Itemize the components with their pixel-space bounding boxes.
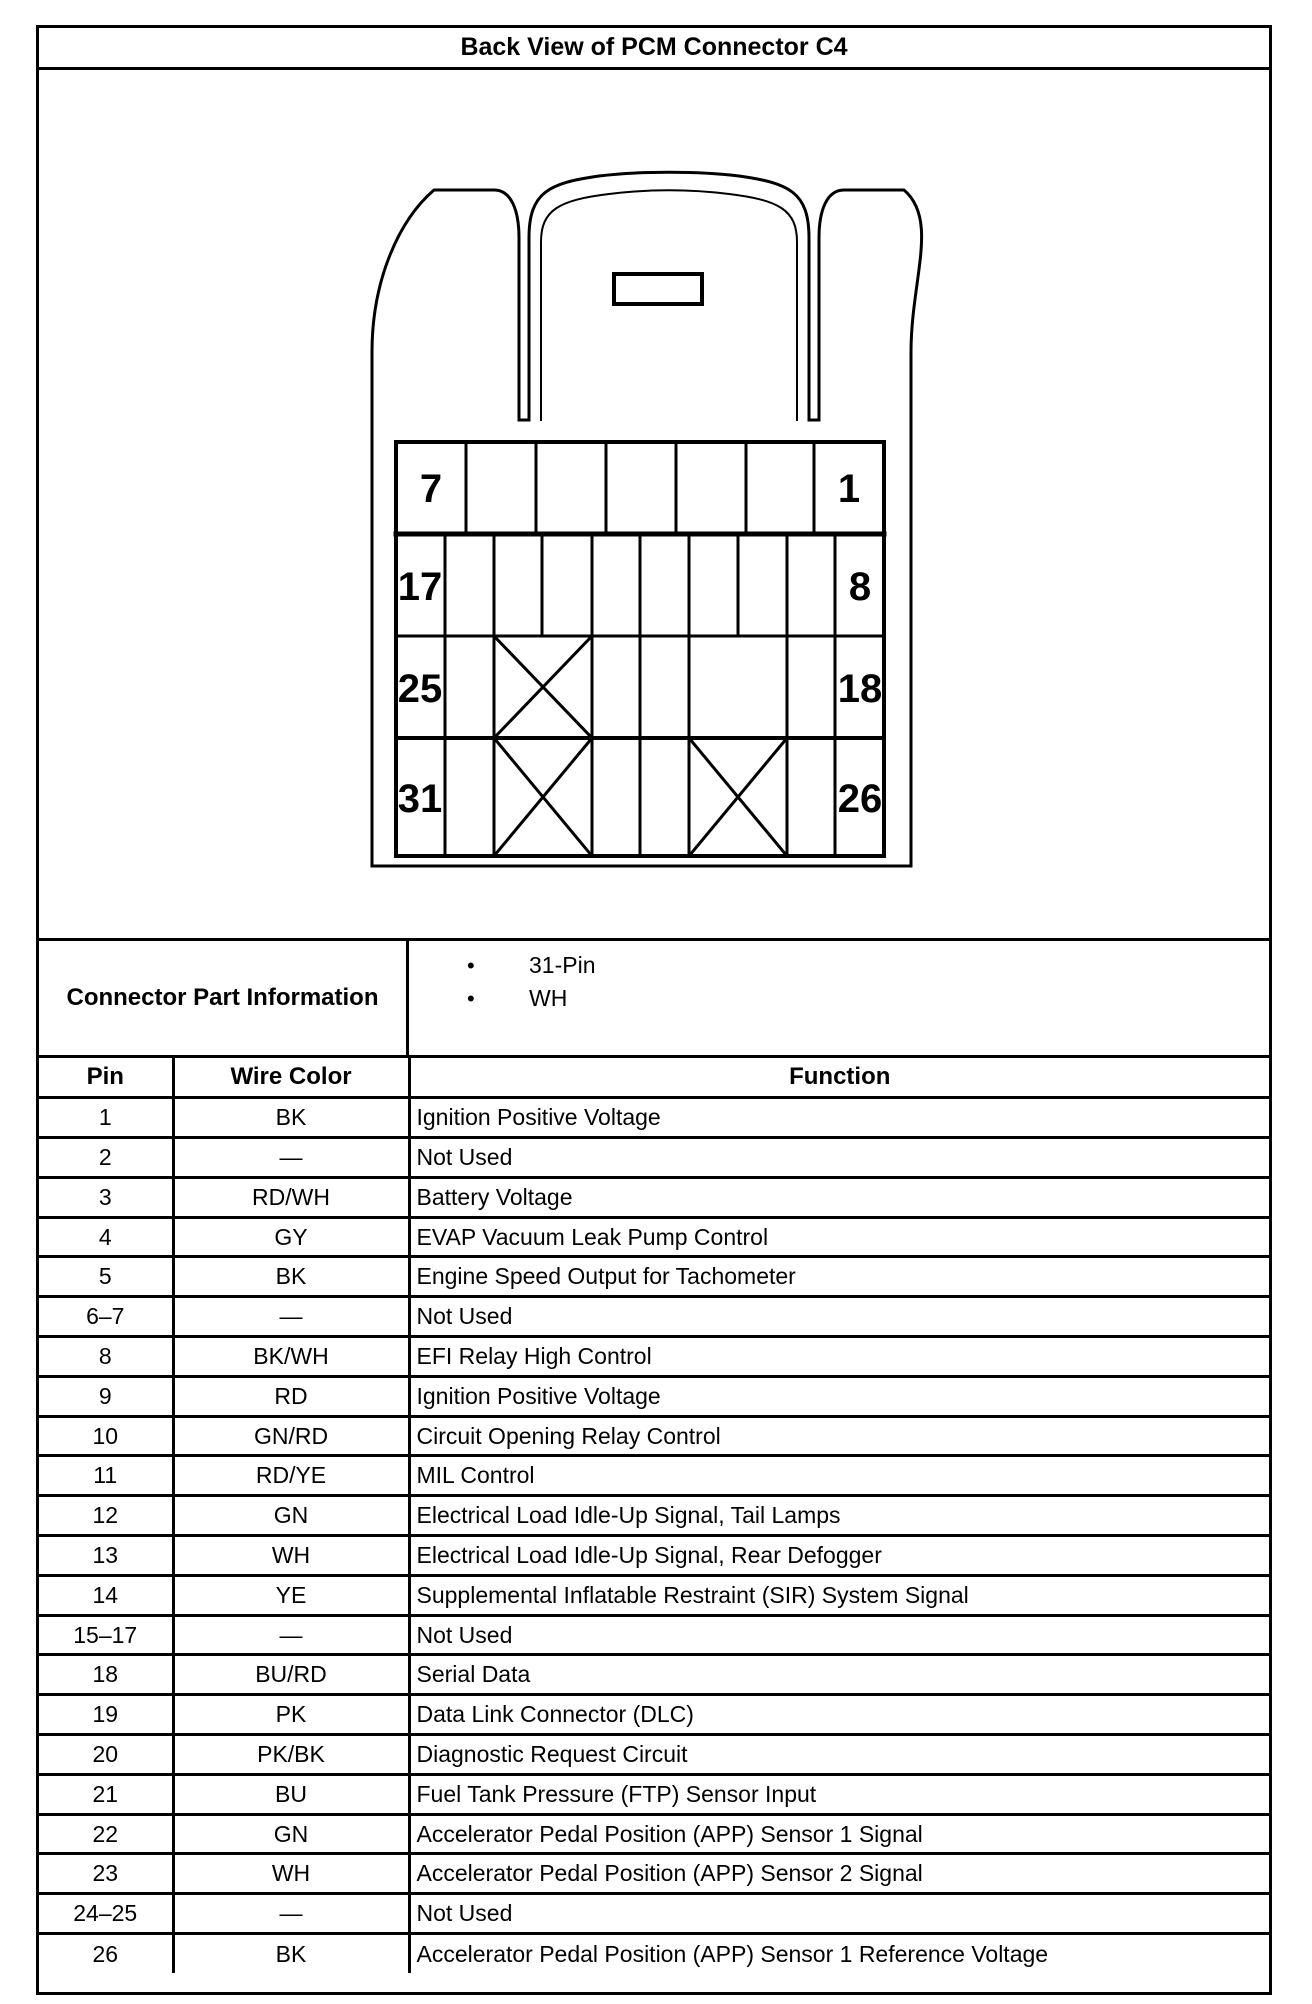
table-row	[39, 1337, 1269, 1377]
unused-cavity-mark	[494, 636, 592, 738]
wire-color-cell: RD	[173, 1376, 409, 1416]
latch-window	[614, 274, 702, 304]
pin-cell: 12	[39, 1496, 173, 1536]
table-row	[39, 1098, 1269, 1138]
table-row	[39, 1138, 1269, 1178]
pin-cell: 22	[39, 1814, 173, 1854]
pin-label-7: 7	[419, 467, 443, 511]
pin-cell: 10	[39, 1416, 173, 1456]
function-cell: Accelerator Pedal Position (APP) Sensor 1 Reference Voltage	[416, 1940, 1049, 1967]
function-cell: Engine Speed Output for Tachometer	[409, 1257, 1269, 1297]
wire-color-cell: PK	[173, 1695, 409, 1735]
pin-label-25: 25	[397, 667, 443, 711]
unused-cavity-mark	[689, 738, 787, 856]
table-row	[39, 1217, 1269, 1257]
pin-cell: 11	[39, 1456, 173, 1496]
wire-color-column-header: Wire Color	[173, 1058, 409, 1098]
table-row	[39, 1735, 1269, 1775]
wire-color-cell: RD/WH	[173, 1177, 409, 1217]
pin-cell: 3	[39, 1177, 173, 1217]
wire-color-cell: —	[173, 1138, 409, 1178]
pin-cell: 23	[39, 1854, 173, 1894]
page-title: Back View of PCM Connector C4	[39, 28, 1269, 70]
wire-color-cell: BK/WH	[173, 1337, 409, 1377]
pin-cell: 19	[39, 1695, 173, 1735]
function-cell: Circuit Opening Relay Control	[409, 1416, 1269, 1456]
pin-cell: 4	[39, 1217, 173, 1257]
function-cell: Data Link Connector (DLC)	[409, 1695, 1269, 1735]
table-row	[39, 1615, 1269, 1655]
function-cell: Ignition Positive Voltage	[409, 1098, 1269, 1138]
function-cell: Supplemental Inflatable Restraint (SIR) System Signal	[409, 1575, 1269, 1615]
table-row	[39, 1774, 1269, 1814]
wire-color-cell: GY	[173, 1217, 409, 1257]
table-row	[39, 1934, 1269, 1974]
table-row	[39, 1416, 1269, 1456]
part-info-item: • WH	[409, 982, 1269, 1015]
pin-cell: 26	[39, 1934, 173, 1974]
pin-cell: 14	[39, 1575, 173, 1615]
table-row	[39, 1536, 1269, 1576]
wire-color-cell: WH	[173, 1854, 409, 1894]
wire-color-cell: —	[173, 1894, 409, 1934]
wire-color-cell: BK	[173, 1257, 409, 1297]
function-cell: Accelerator Pedal Position (APP) Sensor 2 Signal	[409, 1854, 1269, 1894]
pin-cell: 13	[39, 1536, 173, 1576]
connector-part-info	[39, 941, 1269, 1058]
function-cell: EFI Relay High Control	[409, 1337, 1269, 1377]
connector-diagram	[39, 70, 1269, 941]
wire-color-cell: BK	[173, 1098, 409, 1138]
pin-cell: 9	[39, 1376, 173, 1416]
wire-color-cell: YE	[173, 1575, 409, 1615]
function-cell: Not Used	[409, 1894, 1269, 1934]
function-cell: Electrical Load Idle-Up Signal, Tail Lamps	[409, 1496, 1269, 1536]
pin-label-1: 1	[837, 467, 861, 511]
pin-cell: 5	[39, 1257, 173, 1297]
table-row	[39, 1854, 1269, 1894]
wire-color-cell: GN/RD	[173, 1416, 409, 1456]
function-cell: Not Used	[409, 1138, 1269, 1178]
table-row	[39, 1814, 1269, 1854]
table-row	[39, 1655, 1269, 1695]
table-row	[39, 1456, 1269, 1496]
function-cell: Serial Data	[409, 1655, 1269, 1695]
wire-color-cell: BU	[173, 1774, 409, 1814]
part-info-item: • 31-Pin	[409, 949, 1269, 982]
wire-color-cell: GN	[173, 1496, 409, 1536]
table-row	[39, 1257, 1269, 1297]
pin-cell: 2	[39, 1138, 173, 1178]
pin-cell: 6–7	[39, 1297, 173, 1337]
pin-label-31: 31	[397, 777, 443, 821]
table-row	[39, 1575, 1269, 1615]
pin-label-26: 26	[837, 777, 883, 821]
wire-color-cell: GN	[173, 1814, 409, 1854]
table-header-row	[39, 1058, 1269, 1098]
connector-housing-outline	[372, 172, 922, 866]
wire-color-cell: —	[173, 1615, 409, 1655]
pin-cell: 24–25	[39, 1894, 173, 1934]
wire-color-cell: RD/YE	[173, 1456, 409, 1496]
connector-sheet	[36, 25, 1272, 1995]
pin-cell: 21	[39, 1774, 173, 1814]
table-row	[39, 1376, 1269, 1416]
function-cell: Accelerator Pedal Position (APP) Sensor 1 Signal	[409, 1814, 1269, 1854]
function-cell: Ignition Positive Voltage	[409, 1376, 1269, 1416]
pin-cell: 8	[39, 1337, 173, 1377]
function-cell: Fuel Tank Pressure (FTP) Sensor Input	[409, 1774, 1269, 1814]
unused-cavity-mark	[494, 738, 592, 856]
wire-color-cell: PK/BK	[173, 1735, 409, 1775]
table-row	[39, 1695, 1269, 1735]
connector-drawing	[39, 70, 1269, 938]
function-cell: Electrical Load Idle-Up Signal, Rear Defogger	[409, 1536, 1269, 1576]
function-cell: EVAP Vacuum Leak Pump Control	[409, 1217, 1269, 1257]
function-cell: Not Used	[409, 1615, 1269, 1655]
function-cell: Battery Voltage	[409, 1177, 1269, 1217]
table-row	[39, 1496, 1269, 1536]
function-column-header: Function	[409, 1058, 1269, 1098]
table-row	[39, 1894, 1269, 1934]
pin-cell: 1	[39, 1098, 173, 1138]
pin-label-17: 17	[397, 565, 443, 609]
pin-function-table	[39, 1058, 1269, 1973]
function-cell: MIL Control	[409, 1456, 1269, 1496]
wire-color-cell: WH	[173, 1536, 409, 1576]
wire-color-cell: BK	[173, 1934, 409, 1974]
pin-column-header: Pin	[39, 1058, 173, 1098]
table-row	[39, 1297, 1269, 1337]
pin-cell: 20	[39, 1735, 173, 1775]
wire-color-cell: BU/RD	[173, 1655, 409, 1695]
pin-cell: 18	[39, 1655, 173, 1695]
pin-label-18: 18	[837, 667, 883, 711]
function-cell: Not Used	[409, 1297, 1269, 1337]
part-info-label: Connector Part Information	[39, 941, 409, 1055]
wire-color-cell: —	[173, 1297, 409, 1337]
function-cell: Diagnostic Request Circuit	[409, 1735, 1269, 1775]
pin-cell: 15–17	[39, 1615, 173, 1655]
table-row	[39, 1177, 1269, 1217]
part-info-list	[409, 941, 1269, 1063]
pin-label-8: 8	[848, 565, 872, 609]
